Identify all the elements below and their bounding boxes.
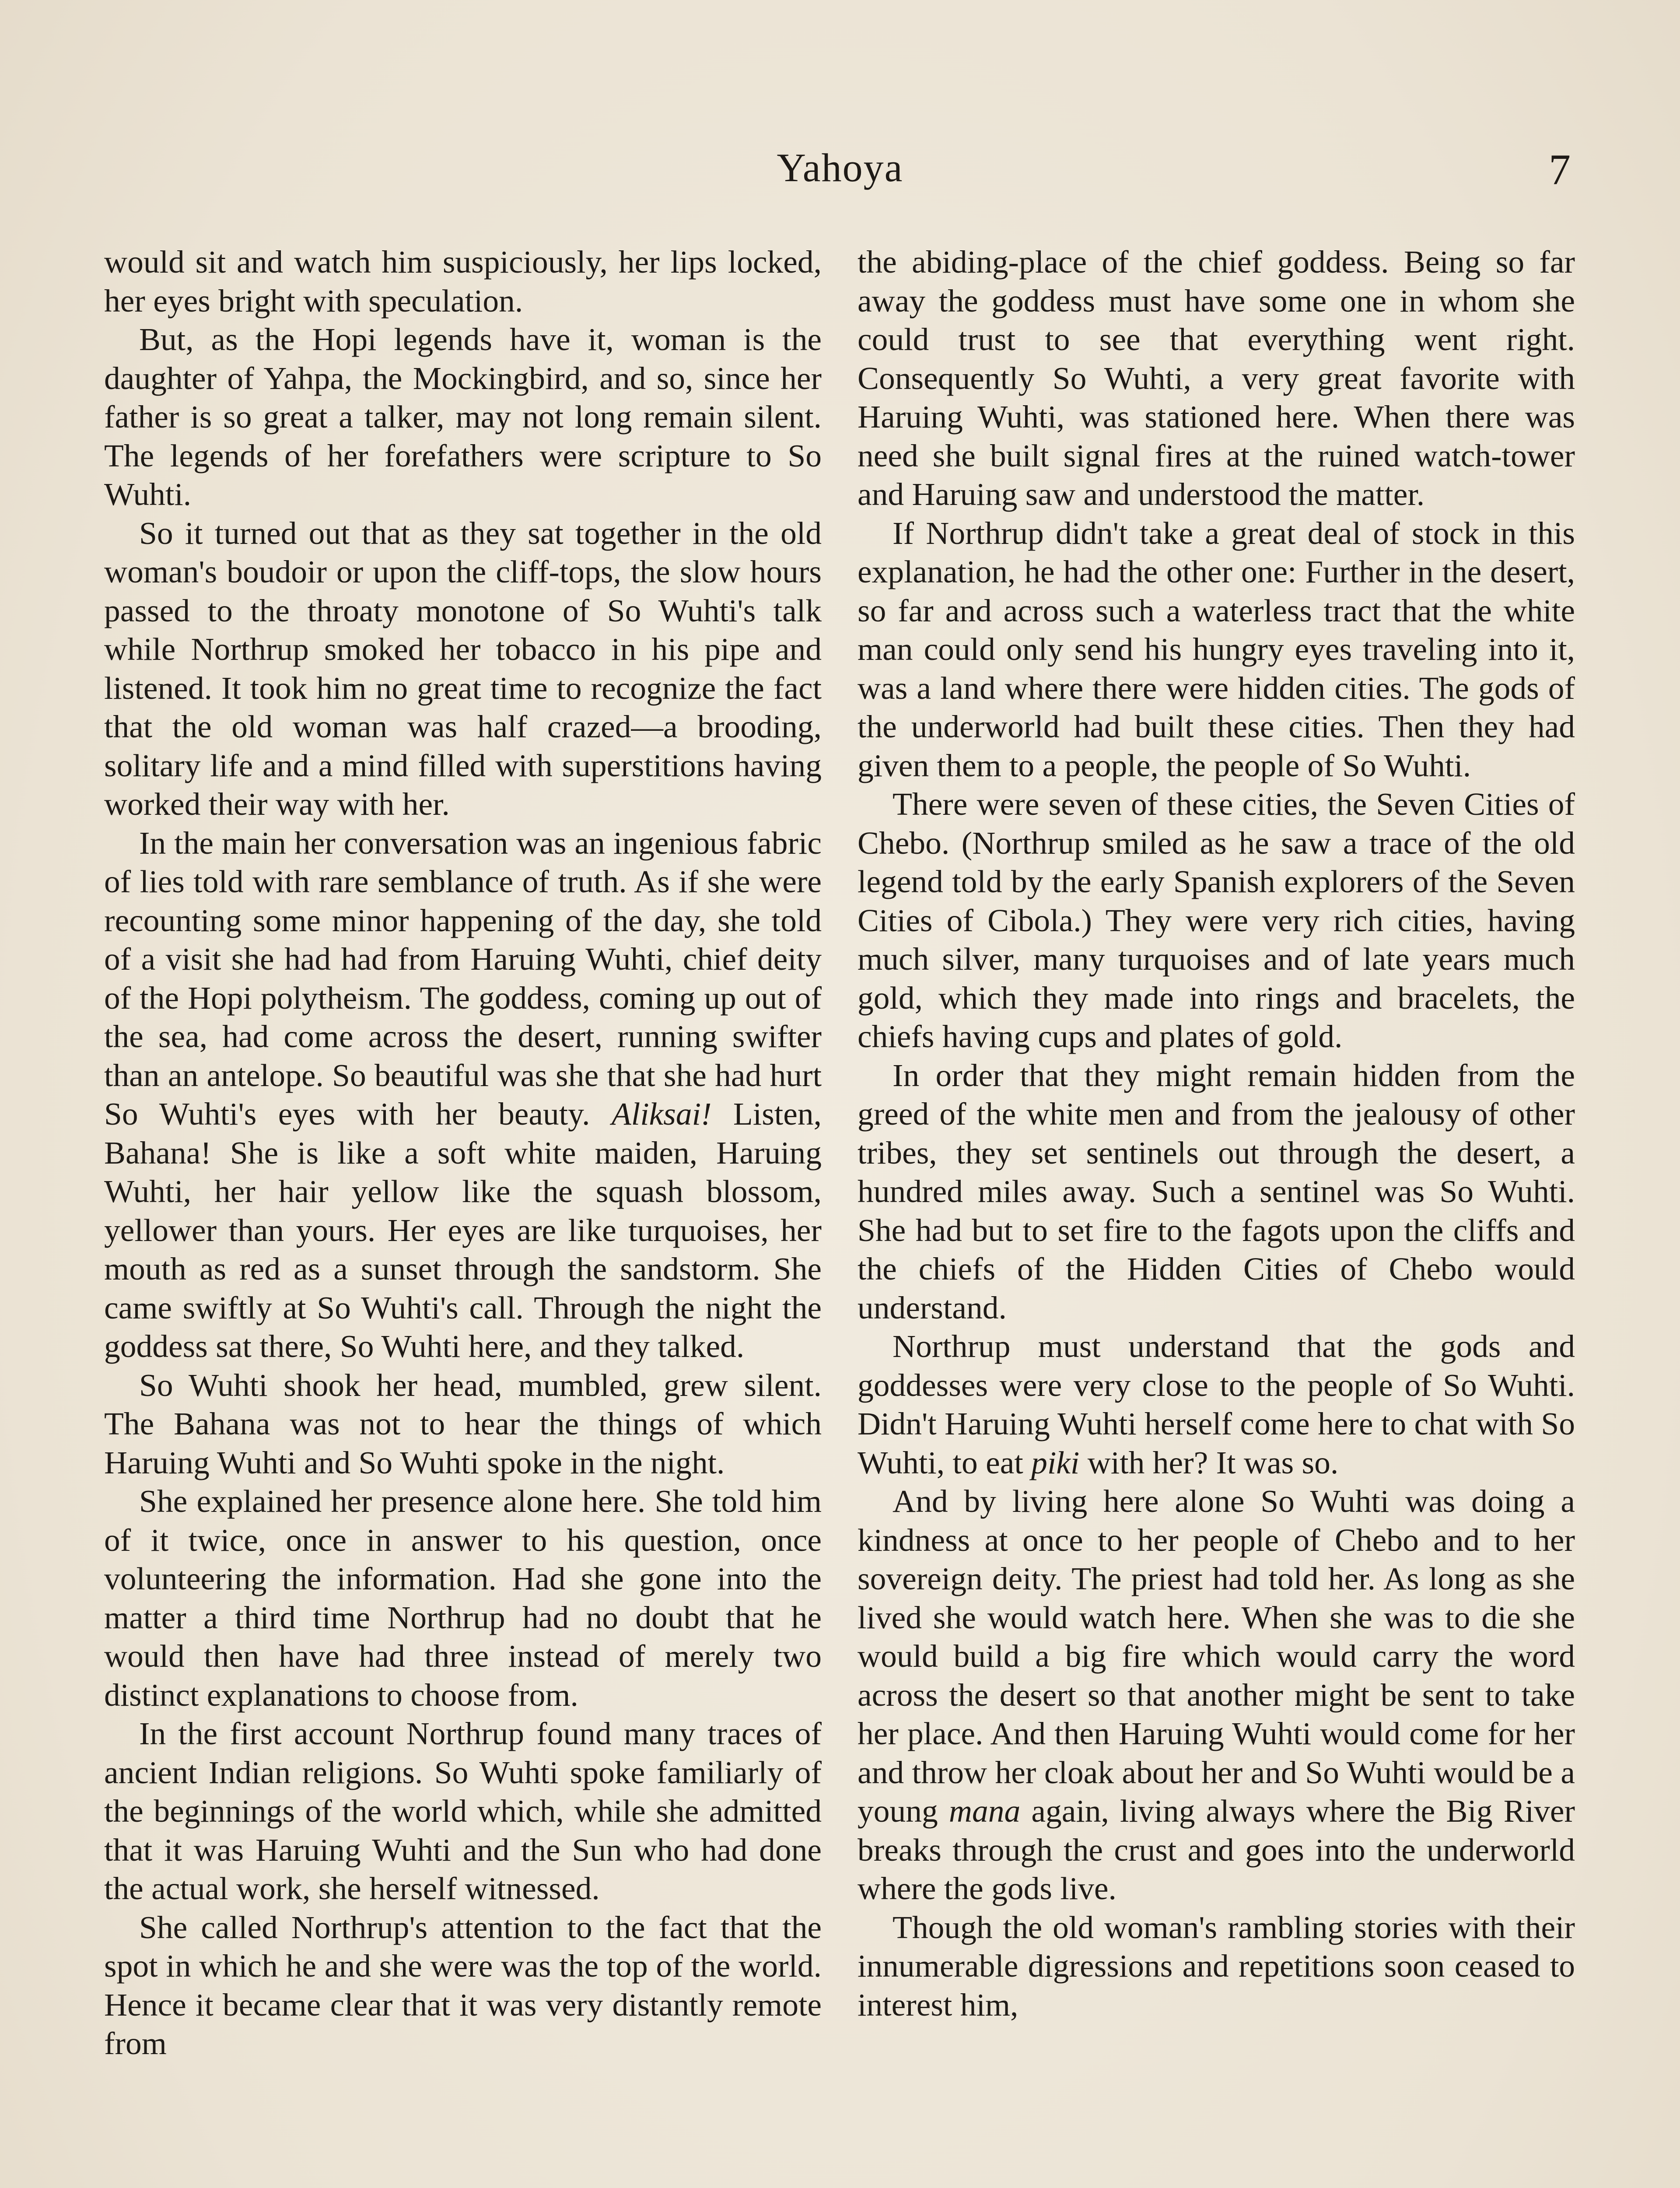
paragraph xyxy=(858,514,1575,785)
paragraph-text: again, living always where the Big River breaks through the crust and goes into the underworld where the gods live. xyxy=(858,1793,1575,1906)
paragraph xyxy=(858,1056,1575,1328)
paragraph xyxy=(858,243,1575,514)
paragraph-text: Though the old woman's rambling stories with their innumerable digressions and repetitions soon ceased to interest him, xyxy=(858,1909,1575,2023)
paragraph xyxy=(858,1327,1575,1482)
paragraph xyxy=(104,1366,822,1483)
page-title: Yahoya xyxy=(777,145,903,190)
paragraph-text: would sit and watch him suspiciously, her lips locked, her eyes bright with speculation. xyxy=(104,244,822,319)
paragraph xyxy=(104,1715,822,1908)
paragraph-text: There were seven of these cities, the Seven Cities of Chebo. (Northrup smiled as he saw a trace of the old legend told by the early Spanish explorers of the Seven Cities of Cibola.) They were very rich cities, having much silver, many turquoises and of late years much gold, which they made into rings and bracelets, the chiefs having cups and plates of gold. xyxy=(858,786,1575,1054)
page-number: 7 xyxy=(1549,145,1571,194)
paragraph xyxy=(104,514,822,824)
italic-word: piki xyxy=(1031,1445,1080,1480)
paragraph-text: If Northrup didn't take a great deal of stock in this explanation, he had the other one: Further in the desert, so far and across such a waterless tract that the white man could only send his hungry eyes traveling into it, was a land where there were hidden cities. The gods of the underworld had built these cities. Then they had given them to a people, the people of So Wuhti. xyxy=(858,515,1575,783)
right-text-column xyxy=(858,243,1575,2024)
paragraph-text: She explained her presence alone here. She told him of it twice, once in answer to his question, once volunteering the information. Had she gone into the matter a third time Northrup had no doubt that he would then have had three instead of merely two distinct explanations to choose from. xyxy=(104,1483,822,1713)
paragraph-text: In the main her conversation was an ingenious fabric of lies told with rare semblance of truth. As if she were recounting some minor happening of the day, she told of a visit she had had from Haruing Wuhti, chief deity of the Hopi polytheism. The goddess, coming up out of the sea, had come across the desert, running swifter than an antelope. So beautiful was she that she had hurt So Wuhti's eyes with her beauty. xyxy=(104,825,822,1132)
running-head xyxy=(0,144,1680,197)
paragraph-text: And by living here alone So Wuhti was doing a kindness at once to her people of Chebo and to her sovereign deity. The priest had told her. As long as she lived she would watch here. When she was to die she would build a big fire which would carry the word across the desert so that another might be sent to take her place. And then Haruing Wuhti would come for her and throw her cloak about her and So Wuhti would be a young xyxy=(858,1483,1575,1829)
italic-word: Aliksai! xyxy=(611,1096,712,1132)
paragraph xyxy=(858,785,1575,1056)
italic-word: mana xyxy=(948,1793,1021,1829)
paragraph-text: Northrup must understand that the gods and goddesses were very close to the people of So Wuhti. Didn't Haruing Wuhti herself come here to chat with So Wuhti, to eat xyxy=(858,1329,1575,1480)
paragraph-text: So Wuhti shook her head, mumbled, grew silent. The Bahana was not to hear the things of which Haruing Wuhti and So Wuhti spoke in the night. xyxy=(104,1367,822,1480)
paragraph-text: In the first account Northrup found many traces of ancient Indian religions. So Wuhti spoke familiarly of the beginnings of the world which, while she admitted that it was Haruing Wuhti and the Sun who had done the actual work, she herself witnessed. xyxy=(104,1716,822,1906)
paragraph-text: In order that they might remain hidden from the greed of the white men and from the jealousy of other tribes, they set sentinels out through the desert, a hundred miles away. Such a sentinel was So Wuhti. She had but to set fire to the fagots upon the cliffs and the chiefs of the Hidden Cities of Chebo would understand. xyxy=(858,1057,1575,1325)
paragraph-text: So it turned out that as they sat together in the old woman's boudoir or upon the cliff-tops, the slow hours passed to the throaty monotone of So Wuhti's talk while Northrup smoked her tobacco in his pipe and listened. It took him no great time to recognize the fact that the old woman was half crazed—a brooding, solitary life and a mind filled with superstitions having worked their way with her. xyxy=(104,515,822,822)
paragraph xyxy=(104,1908,822,2063)
paragraph-text: the abiding-place of the chief goddess. Being so far away the goddess must have some one in whom she could trust to see that everything went right. Consequently So Wuhti, a very great favorite with Haruing Wuhti, was stationed here. When there was need she built signal fires at the ruined watch-tower and Haruing saw and understood the matter. xyxy=(858,244,1575,512)
paragraph xyxy=(104,1482,822,1715)
paragraph xyxy=(858,1908,1575,2025)
paragraph-text: Listen, Bahana! She is like a soft white maiden, Haruing Wuhti, her hair yellow like the squash blossom, yellower than yours. Her eyes are like turquoises, her mouth as red as a sunset through the sandstorm. She came swiftly at So Wuhti's call. Through the night the goddess sat there, So Wuhti here, and they talked. xyxy=(104,1096,822,1364)
paragraph xyxy=(858,1482,1575,1908)
left-text-column xyxy=(104,243,822,2063)
paragraph-text: She called Northrup's attention to the fact that the spot in which he and she were was the top of the world. Hence it became clear that it was very distantly remote from xyxy=(104,1909,822,2061)
paragraph xyxy=(104,320,822,514)
paragraph-text: with her? It was so. xyxy=(1079,1445,1339,1480)
paragraph xyxy=(104,824,822,1366)
paragraph-text: But, as the Hopi legends have it, woman is the daughter of Yahpa, the Mockingbird, and so, since her father is so great a talker, may not long remain silent. The legends of her forefathers were scripture to So Wuhti. xyxy=(104,322,822,512)
paragraph xyxy=(104,243,822,320)
